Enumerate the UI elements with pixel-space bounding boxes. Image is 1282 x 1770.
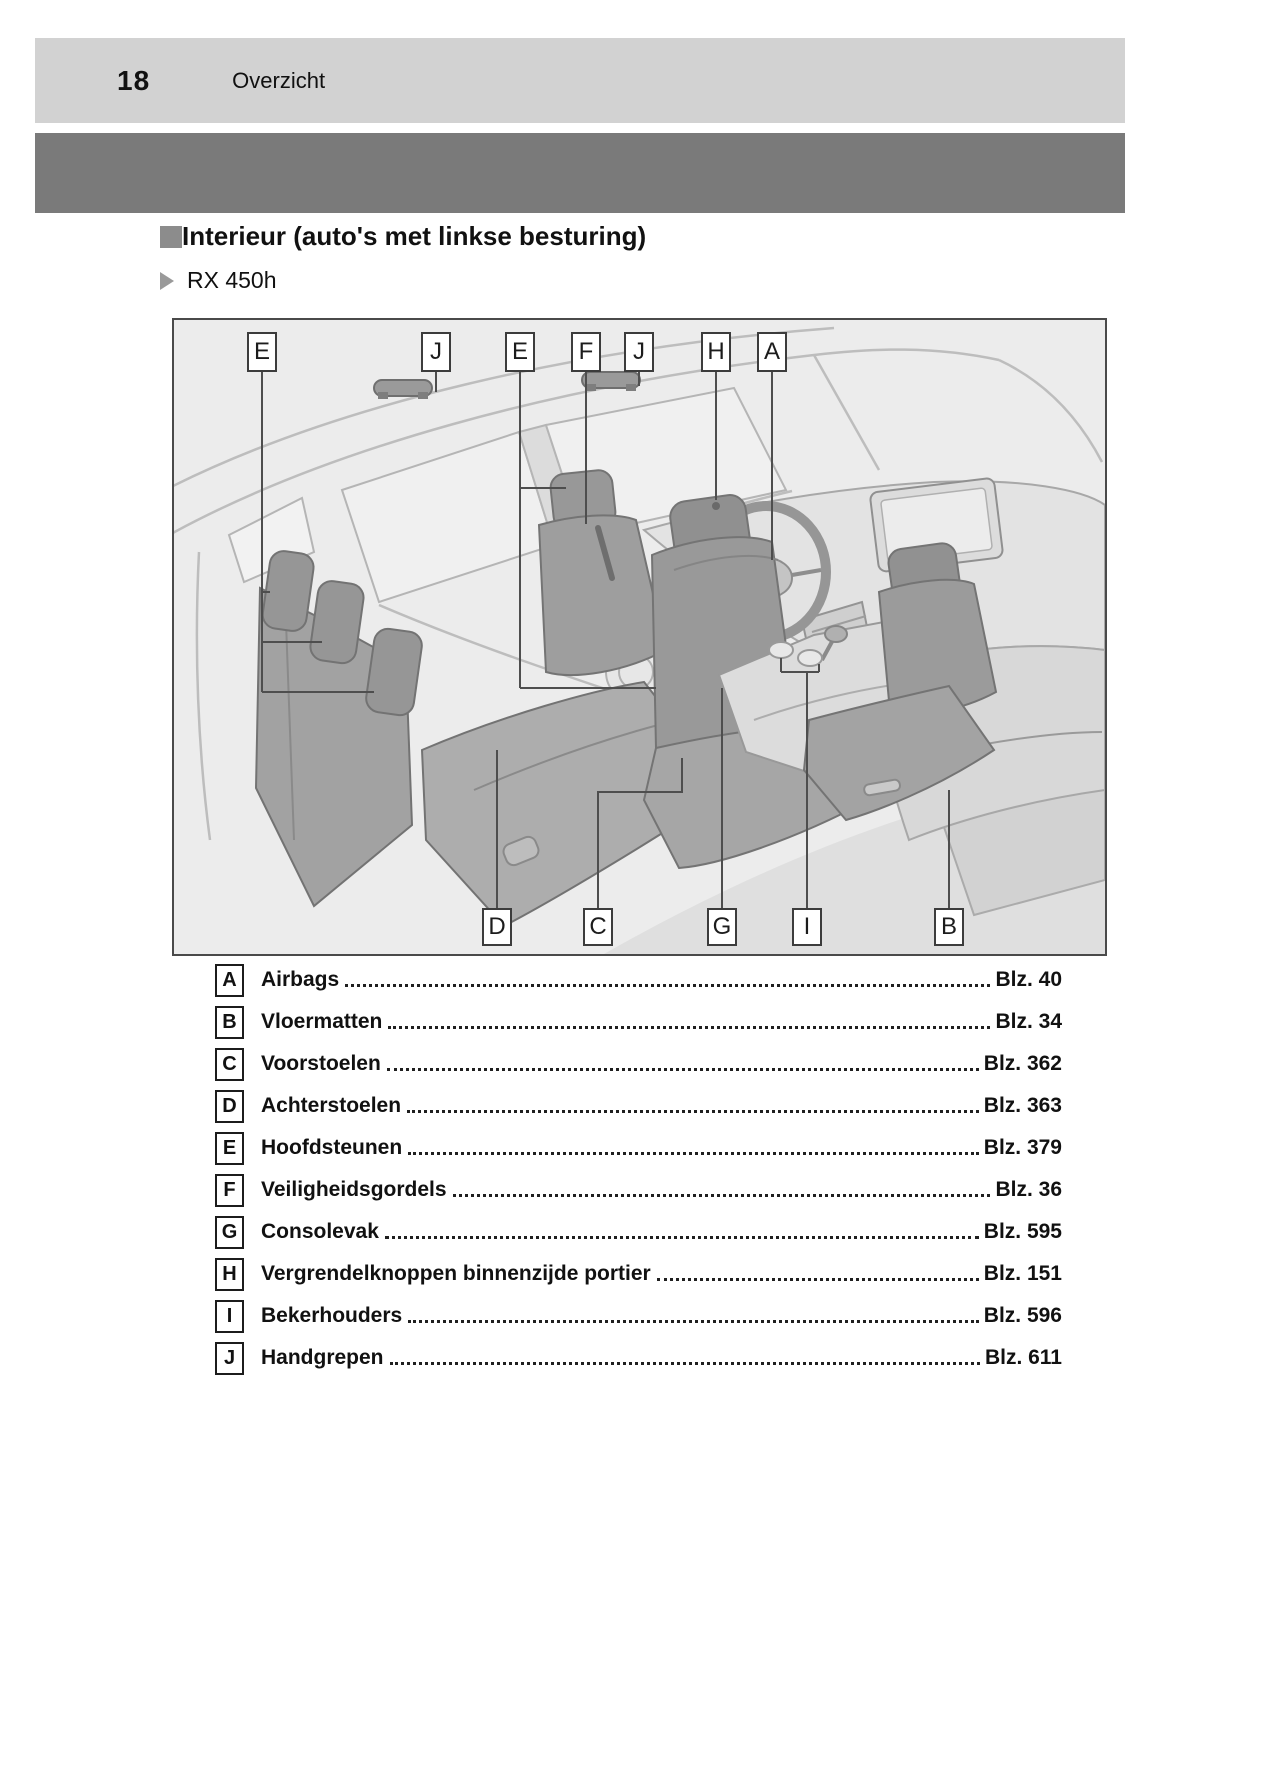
dotted-leader (657, 1278, 979, 1281)
legend-key-G: G (215, 1216, 244, 1249)
dotted-leader (407, 1110, 979, 1113)
dotted-leader (385, 1236, 979, 1239)
chapter-band (35, 133, 1125, 213)
legend-label: Handgrepen (261, 1346, 384, 1369)
triangle-bullet-icon (160, 272, 174, 290)
subsection-heading (160, 221, 646, 252)
diagram-label-D: D (482, 908, 512, 946)
legend-row-handgrepen (215, 1341, 1062, 1375)
legend-page-ref: Blz. 596 (983, 1304, 1062, 1327)
legend-label: Hoofdsteunen (261, 1136, 403, 1159)
gear-shifter (825, 626, 847, 642)
legend-row-airbags (215, 963, 1062, 997)
dotted-leader (387, 1068, 979, 1071)
legend-key-I: I (215, 1300, 244, 1333)
legend-label: Voorstoelen (261, 1052, 381, 1075)
door-lock-knob (712, 502, 720, 510)
diagram-label-B: B (934, 908, 964, 946)
legend-label: Vergrendelknoppen binnenzijde portier (261, 1262, 651, 1285)
legend-page-ref: Blz. 611 (984, 1346, 1062, 1369)
legend-page-ref: Blz. 40 (995, 968, 1062, 991)
section-title: Overzicht (232, 67, 326, 93)
legend-row-consolevak (215, 1215, 1062, 1249)
diagram-label-J: J (421, 332, 451, 372)
legend-key-A: A (215, 964, 244, 997)
car-interior-illustration (174, 320, 1105, 954)
legend-page-ref: Blz. 151 (983, 1262, 1062, 1285)
dotted-leader (345, 984, 990, 987)
subsection-title: Interieur (auto's met linkse besturing) (182, 221, 647, 251)
diagram-label-C: C (583, 908, 613, 946)
diagram-label-F: F (571, 332, 601, 372)
legend-row-achterstoelen (215, 1089, 1062, 1123)
legend-label: Airbags (261, 968, 340, 991)
legend-row-bekerhouders (215, 1299, 1062, 1333)
model-name: RX 450h (187, 267, 277, 293)
legend-key-F: F (215, 1174, 244, 1207)
legend-key-H: H (215, 1258, 244, 1291)
diagram-label-J: J (624, 332, 654, 372)
diagram-label-A: A (757, 332, 787, 372)
dotted-leader (408, 1152, 979, 1155)
legend-row-voorstoelen (215, 1047, 1062, 1081)
legend-key-B: B (215, 1006, 244, 1039)
model-heading (160, 267, 277, 294)
diagram-label-I: I (792, 908, 822, 946)
page-number: 18 (117, 64, 151, 96)
legend-row-vergrendelknoppen (215, 1257, 1062, 1291)
legend-label: Consolevak (261, 1220, 379, 1243)
legend-label: Vloermatten (261, 1010, 383, 1033)
legend-page-ref: Blz. 362 (983, 1052, 1062, 1075)
dotted-leader (390, 1362, 980, 1365)
cup-holder (769, 642, 793, 658)
diagram-label-E: E (505, 332, 535, 372)
square-bullet-icon (160, 226, 182, 248)
header-band (35, 38, 1125, 123)
dotted-leader (408, 1320, 979, 1323)
legend-page-ref: Blz. 34 (995, 1010, 1062, 1033)
legend-key-C: C (215, 1048, 244, 1081)
legend-list (215, 963, 1062, 1375)
legend-page-ref: Blz. 363 (983, 1094, 1062, 1117)
legend-key-E: E (215, 1132, 244, 1165)
legend-key-D: D (215, 1090, 244, 1123)
interior-diagram (172, 318, 1107, 956)
legend-label: Veiligheidsgordels (261, 1178, 447, 1201)
dotted-leader (388, 1026, 990, 1029)
diagram-label-E: E (247, 332, 277, 372)
dotted-leader (453, 1194, 991, 1197)
legend-page-ref: Blz. 36 (995, 1178, 1062, 1201)
legend-row-veiligheidsgordels (215, 1173, 1062, 1207)
diagram-label-H: H (701, 332, 731, 372)
legend-row-vloermatten (215, 1005, 1062, 1039)
legend-page-ref: Blz. 595 (983, 1220, 1062, 1243)
legend-label: Bekerhouders (261, 1304, 403, 1327)
legend-label: Achterstoelen (261, 1094, 402, 1117)
legend-row-hoofdsteunen (215, 1131, 1062, 1165)
legend-key-J: J (215, 1342, 244, 1375)
diagram-label-G: G (707, 908, 737, 946)
cup-holder (798, 650, 822, 666)
legend-page-ref: Blz. 379 (983, 1136, 1062, 1159)
